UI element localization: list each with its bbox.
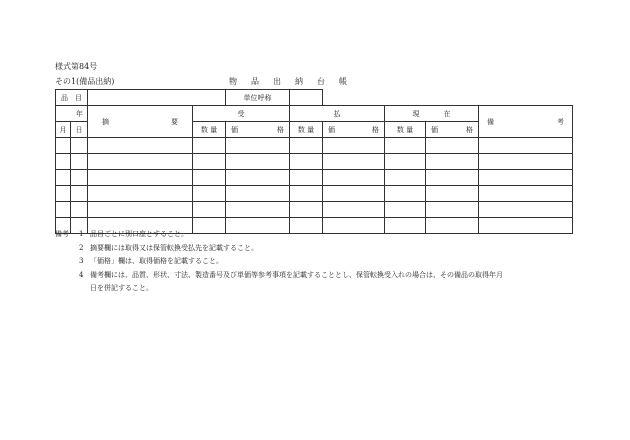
header-row-1 [56, 106, 573, 122]
notes-section [55, 228, 503, 296]
form-subtitle: その1(備品出納) [55, 77, 115, 86]
item-row [56, 90, 573, 106]
stock-quantity-header: 数 量 [385, 122, 426, 138]
note-item: 3 「価格」欄は、取得価格を記載すること。 [79, 257, 223, 265]
paid-header: 払 [290, 106, 385, 122]
received-header: 受 [193, 106, 290, 122]
paid-quantity-header: 数 量 [290, 122, 323, 138]
entry-row [56, 138, 573, 154]
unit-label: 単位呼称 [226, 90, 290, 106]
unit-value[interactable] [290, 90, 323, 106]
day-header: 日 [71, 122, 88, 138]
entry-row [56, 202, 573, 218]
received-price-header: 価 格 [226, 122, 290, 138]
received-quantity-header: 数 量 [193, 122, 226, 138]
paid-price-header: 価 格 [323, 122, 385, 138]
note-item: 備考 1 品目ごとに別口座とすること。 [55, 228, 503, 242]
note-item: 2 摘要欄には取得又は保管転換受払先を記載すること。 [79, 243, 258, 252]
stock-price-header: 価 格 [426, 122, 479, 138]
remarks-header: 備 考 [479, 106, 573, 138]
note-item: 4 備考欄には、品質、形状、寸法、製造番号及び単価等参考事項を記載することとし、保管転換受入れの場合は、その備品の取得年月 [79, 270, 503, 279]
year-header: 年 [56, 106, 88, 122]
form-number: 様式第84号 [55, 62, 98, 71]
item-label: 品 目 [56, 90, 88, 106]
month-header: 月 [56, 122, 71, 138]
summary-header: 摘 要 [88, 106, 193, 138]
ledger-table [55, 89, 573, 234]
note-continuation: 日を併記すること。 [90, 284, 153, 292]
item-value[interactable] [88, 90, 226, 106]
form-title: 物品出納台帳 [229, 77, 361, 86]
entry-row [56, 186, 573, 202]
stock-header: 現 在 [385, 106, 479, 122]
entry-row [56, 170, 573, 186]
entry-row [56, 154, 573, 170]
notes-label: 備考 [55, 230, 69, 238]
